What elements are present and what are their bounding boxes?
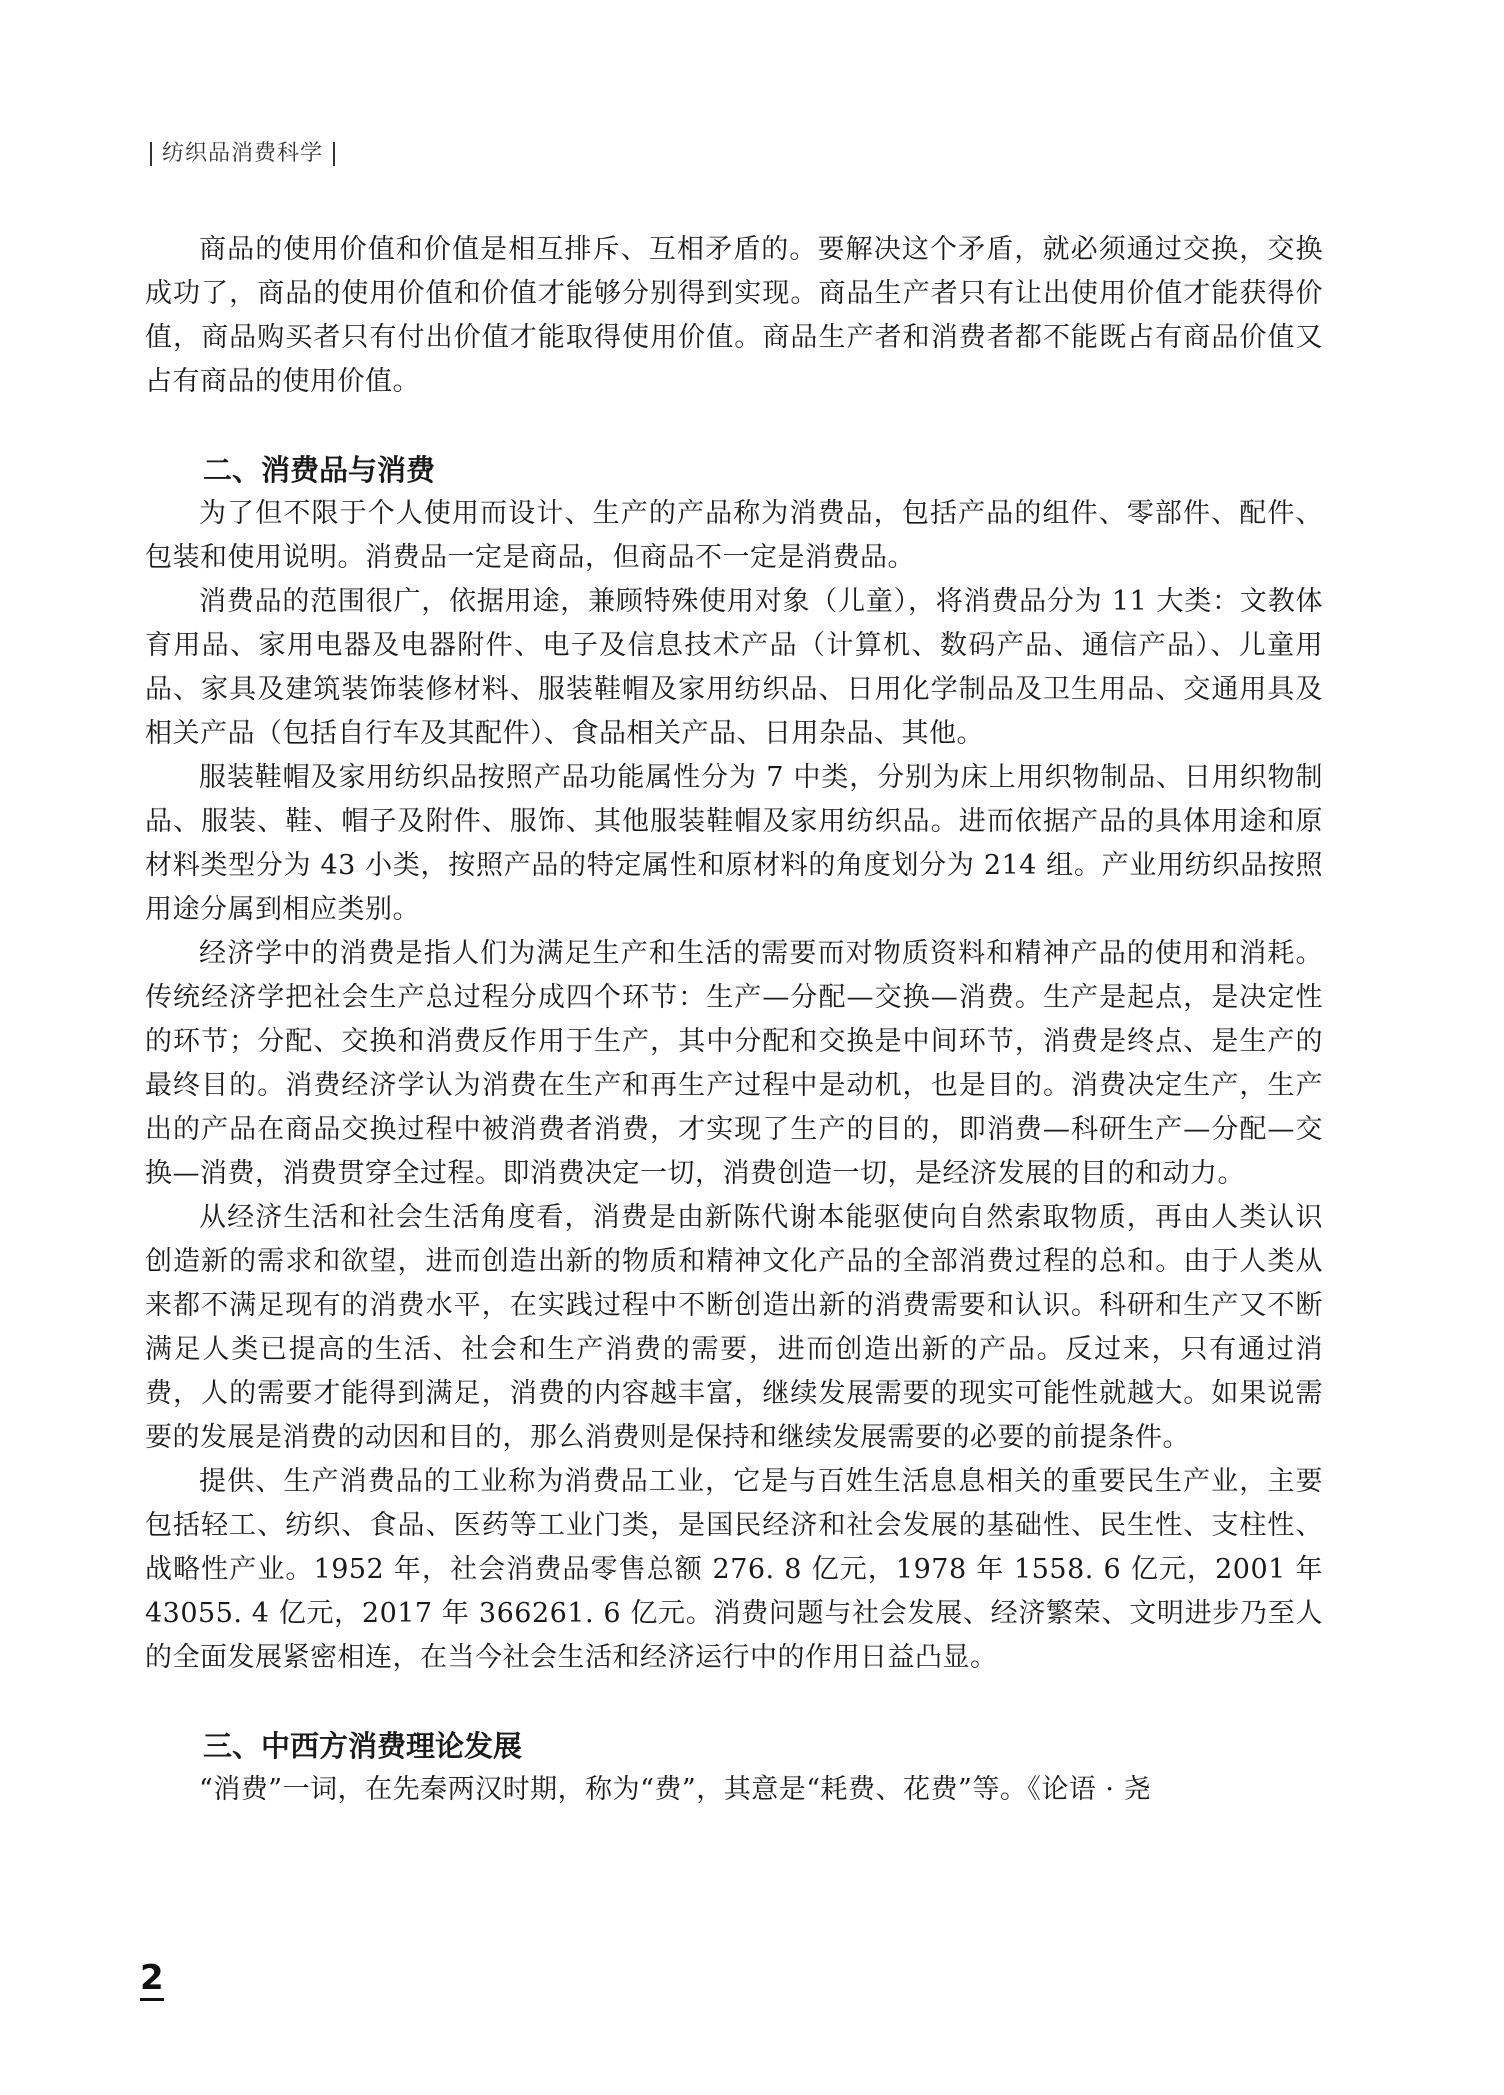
section-heading: 三、中西方消费理论发展 (203, 1729, 523, 1763)
running-title: 纺织品消费科学 (162, 141, 324, 166)
paragraph: 提供、生产消费品的工业称为消费品工业，它是与百姓生活息息相关的重要民生产业，主要包括轻工、纺织、食品、医药等工业门类，是国民经济和社会发展的基础性、民生性、支柱性、战略性产业。1952 年，社会消费品零售总额 276. 8 亿元，1978 年 1558. 6 亿元，2001 年 43055. 4 亿元，2017 年 366261. 6 亿元。消费问题与社会发展、经济繁荣、文明进步乃至人的全面发展紧密相连，在当今社会生活和经济运行中的作用日益凸显。 (145, 1466, 1323, 1673)
paragraph: 消费品的范围很广，依据用途，兼顾特殊使用对象（儿童），将消费品分为 11 大类：文教体育用品、家用电器及电器附件、电子及信息技术产品（计算机、数码产品、通信产品）、儿童用品、家具及建筑装饰装修材料、服装鞋帽及家用纺织品、日用化学制品及卫生用品、交通用具及相关产品（包括自行车及其配件）、食品相关产品、日用杂品、其他。 (145, 586, 1323, 749)
paragraph: 为了但不限于个人使用而设计、生产的产品称为消费品，包括产品的组件、零部件、配件、包装和使用说明。消费品一定是商品，但商品不一定是消费品。 (145, 498, 1323, 573)
paragraph: 商品的使用价值和价值是相互排斥、互相矛盾的。要解决这个矛盾，就必须通过交换，交换成功了，商品的使用价值和价值才能够分别得到实现。商品生产者只有让出使用价值才能获得价值，商品购买者只有付出价值才能取得使用价值。商品生产者和消费者都不能既占有商品价值又占有商品的使用价值。 (145, 234, 1323, 397)
running-header (140, 136, 345, 167)
page-number: 2 (140, 1960, 164, 2001)
paragraph: 经济学中的消费是指人们为满足生产和生活的需要而对物质资料和精神产品的使用和消耗。传统经济学把社会生产总过程分成四个环节：生产—分配—交换—消费。生产是起点，是决定性的环节；分配、交换和消费反作用于生产，其中分配和交换是中间环节，消费是终点、是生产的最终目的。消费经济学认为消费在生产和再生产过程中是动机，也是目的。消费决定生产，生产出的产品在商品交换过程中被消费者消费，才实现了生产的目的，即消费—科研生产—分配—交换—消费，消费贯穿全过程。即消费决定一切，消费创造一切，是经济发展的目的和动力。 (145, 938, 1323, 1189)
section-heading: 二、消费品与消费 (203, 453, 436, 487)
header-divider (150, 142, 152, 166)
page-body (145, 228, 1323, 1812)
paragraph: 从经济生活和社会生活角度看，消费是由新陈代谢本能驱使向自然索取物质，再由人类认识创造新的需求和欲望，进而创造出新的物质和精神文化产品的全部消费过程的总和。由于人类从来都不满足现有的消费水平，在实践过程中不断创造出新的消费需要和认识。科研和生产又不断满足人类已提高的生活、社会和生产消费的需要，进而创造出新的产品。反过来，只有通过消费，人的需要才能得到满足，消费的内容越丰富，继续发展需要的现实可能性就越大。如果说需要的发展是消费的动因和目的，那么消费则是保持和继续发展需要的必要的前提条件。 (145, 1202, 1323, 1453)
header-divider (333, 142, 335, 166)
paragraph: “消费”一词，在先秦两汉时期，称为“费”，其意是“耗费、花费”等。《论语 · 尧 (199, 1774, 1152, 1805)
paragraph: 服装鞋帽及家用纺织品按照产品功能属性分为 7 中类，分别为床上用织物制品、日用织物制品、服装、鞋、帽子及附件、服饰、其他服装鞋帽及家用纺织品。进而依据产品的具体用途和原材料类型分为 43 小类，按照产品的特定属性和原材料的角度划分为 214 组。产业用纺织品按照用途分属到相应类别。 (145, 762, 1323, 925)
